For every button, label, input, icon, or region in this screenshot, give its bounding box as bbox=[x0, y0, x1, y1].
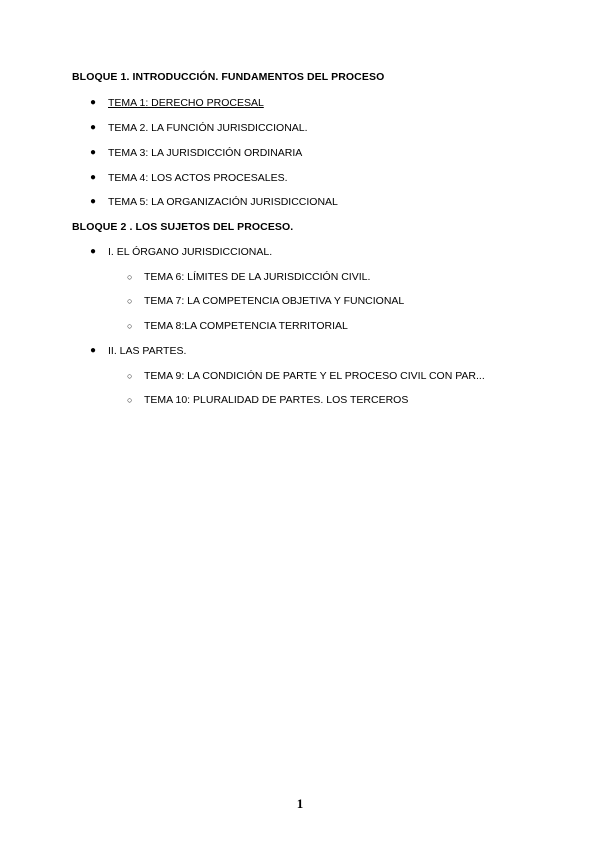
bullet-icon: ● bbox=[90, 122, 97, 133]
circle-bullet-icon: ○ bbox=[127, 371, 133, 381]
circle-bullet-icon: ○ bbox=[127, 296, 133, 306]
tema-3-label: TEMA 3: LA JURISDICCIÓN ORDINARIA bbox=[108, 147, 303, 159]
bullet-icon: ● bbox=[90, 147, 97, 158]
tema-1-link[interactable]: TEMA 1: DERECHO PROCESAL bbox=[108, 97, 264, 109]
tema-8-label: TEMA 8:LA COMPETENCIA TERRITORIAL bbox=[144, 320, 348, 332]
bullet-icon: ● bbox=[90, 172, 97, 183]
section-2-label: II. LAS PARTES. bbox=[108, 345, 187, 357]
block-2-heading: BLOQUE 2 . LOS SUJETOS DEL PROCESO. bbox=[72, 221, 294, 233]
tema-2-label: TEMA 2. LA FUNCIÓN JURISDICCIONAL. bbox=[108, 122, 308, 134]
circle-bullet-icon: ○ bbox=[127, 272, 133, 282]
bullet-icon: ● bbox=[90, 345, 97, 356]
block-1-heading: BLOQUE 1. INTRODUCCIÓN. FUNDAMENTOS DEL PROCESO bbox=[72, 71, 385, 83]
tema-5-label: TEMA 5: LA ORGANIZACIÓN JURISDICCIONAL bbox=[108, 196, 338, 208]
page-number: 1 bbox=[296, 796, 304, 811]
tema-9-label: TEMA 9: LA CONDICIÓN DE PARTE Y EL PROCESO CIVIL CON PAR... bbox=[144, 370, 485, 382]
tema-6-label: TEMA 6: LÍMITES DE LA JURISDICCIÓN CIVIL. bbox=[144, 271, 371, 283]
section-1-label: I. EL ÓRGANO JURISDICCIONAL. bbox=[108, 246, 273, 258]
bullet-icon: ● bbox=[90, 196, 97, 207]
tema-10-label: TEMA 10: PLURALIDAD DE PARTES. LOS TERCEROS bbox=[144, 394, 409, 406]
bullet-icon: ● bbox=[90, 246, 97, 257]
bullet-icon: ● bbox=[90, 97, 97, 108]
circle-bullet-icon: ○ bbox=[127, 395, 133, 405]
tema-4-label: TEMA 4: LOS ACTOS PROCESALES. bbox=[108, 172, 288, 184]
circle-bullet-icon: ○ bbox=[127, 321, 133, 331]
tema-7-label: TEMA 7: LA COMPETENCIA OBJETIVA Y FUNCIONAL bbox=[144, 295, 405, 307]
